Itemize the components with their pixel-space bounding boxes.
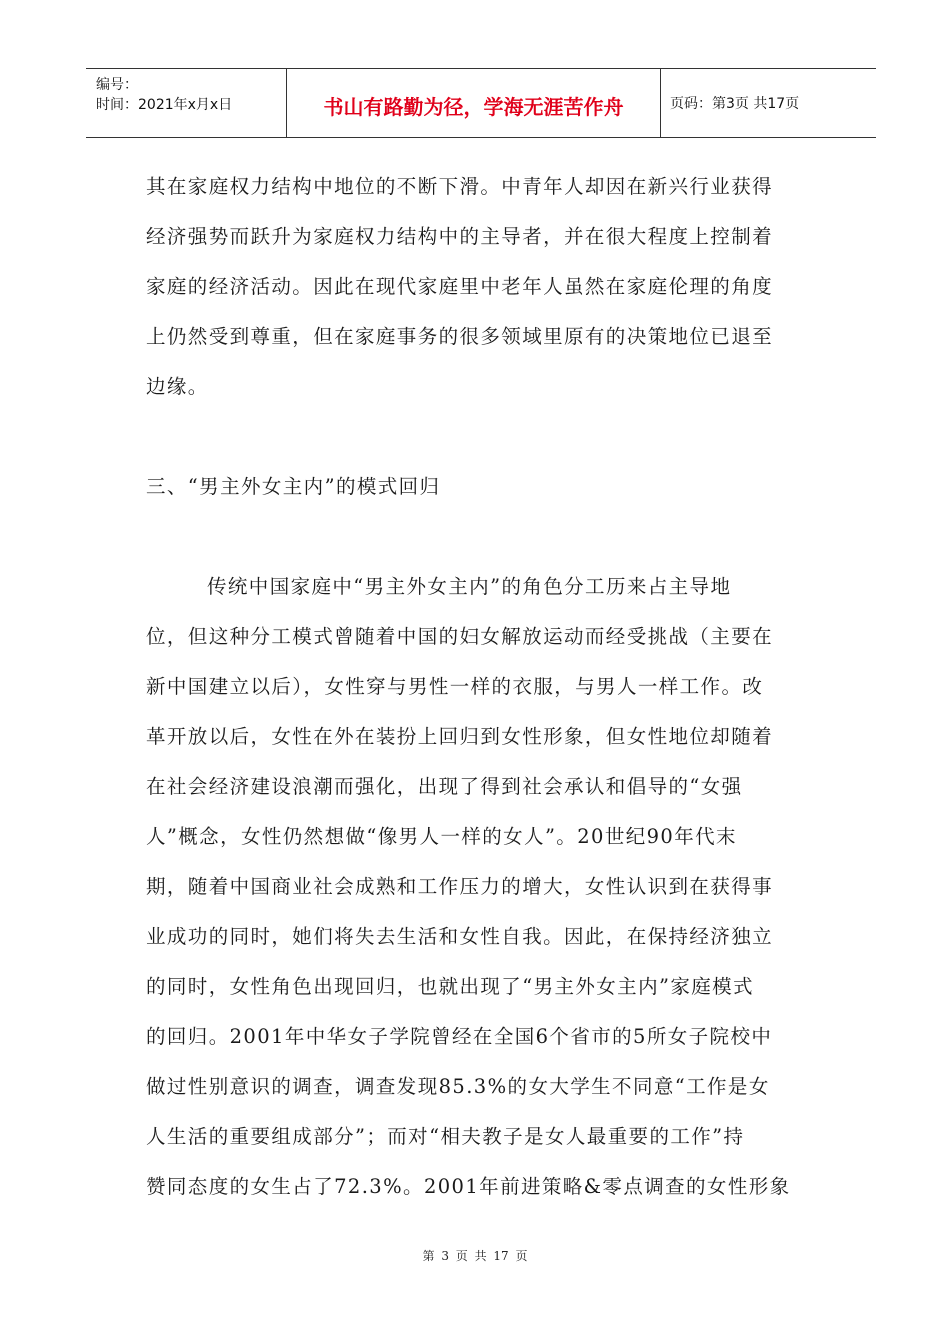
section-heading: 三、“男主外女主内”的模式回归 xyxy=(146,475,441,498)
paragraph-line: 经济强势而跃升为家庭权力结构中的主导者，并在很大程度上控制着 xyxy=(146,225,774,248)
paragraph-line: 上仍然受到尊重，但在家庭事务的很多领域里原有的决策地位已退至 xyxy=(146,325,774,348)
paragraph-line: 人”概念，女性仍然想做“像男人一样的女人”。20世纪90年代末 xyxy=(146,825,737,848)
document-number-label: 编号： xyxy=(96,77,138,93)
document-time-label: 时间：2021年x月x日 xyxy=(96,97,233,113)
paragraph-line: 的回归。2001年中华女子学院曾经在全国6个省市的5所女子院校中 xyxy=(146,1025,773,1048)
paragraph-line: 在社会经济建设浪潮而强化，出现了得到社会承认和倡导的“女强 xyxy=(146,775,743,798)
paragraph-line: 边缘。 xyxy=(146,375,209,398)
header-meta-cell xyxy=(86,69,286,137)
paragraph-line: 家庭的经济活动。因此在现代家庭里中老年人虽然在家庭伦理的角度 xyxy=(146,275,774,298)
header-motto-cell xyxy=(286,69,661,137)
paragraph-line: 革开放以后，女性在外在装扮上回归到女性形象，但女性地位却随着 xyxy=(146,725,774,748)
paragraph-line: 做过性别意识的调查，调查发现85.3%的女大学生不同意“工作是女 xyxy=(146,1075,770,1098)
header-page-number: 页码：第3页 共17页 xyxy=(670,96,800,112)
header-page-cell xyxy=(660,69,876,137)
paragraph-line: 赞同态度的女生占了72.3%。2001年前进策略&零点调查的女性形象 xyxy=(146,1175,791,1198)
paragraph-line: 业成功的同时，她们将失去生活和女性自我。因此，在保持经济独立 xyxy=(146,925,774,948)
page-header xyxy=(86,68,876,138)
paragraph-line: 的同时，女性角色出现回归，也就出现了“男主外女主内”家庭模式 xyxy=(146,975,754,998)
paragraph-line: 新中国建立以后），女性穿与男性一样的衣服，与男人一样工作。改 xyxy=(146,675,764,698)
page-footer: 第 3 页 共 17 页 xyxy=(422,1249,528,1263)
paragraph-line: 位，但这种分工模式曾随着中国的妇女解放运动而经受挑战（主要在 xyxy=(146,625,774,648)
paragraph-line: 传统中国家庭中“男主外女主内”的角色分工历来占主导地 xyxy=(207,575,732,598)
paragraph-line: 期，随着中国商业社会成熟和工作压力的增大，女性认识到在获得事 xyxy=(146,875,774,898)
paragraph-line: 人生活的重要组成部分”；而对“相夫教子是女人最重要的工作”持 xyxy=(146,1125,745,1148)
paragraph-line: 其在家庭权力结构中地位的不断下滑。中青年人却因在新兴行业获得 xyxy=(146,175,774,198)
header-motto: 书山有路勤为径，学海无涯苦作舟 xyxy=(323,95,624,119)
